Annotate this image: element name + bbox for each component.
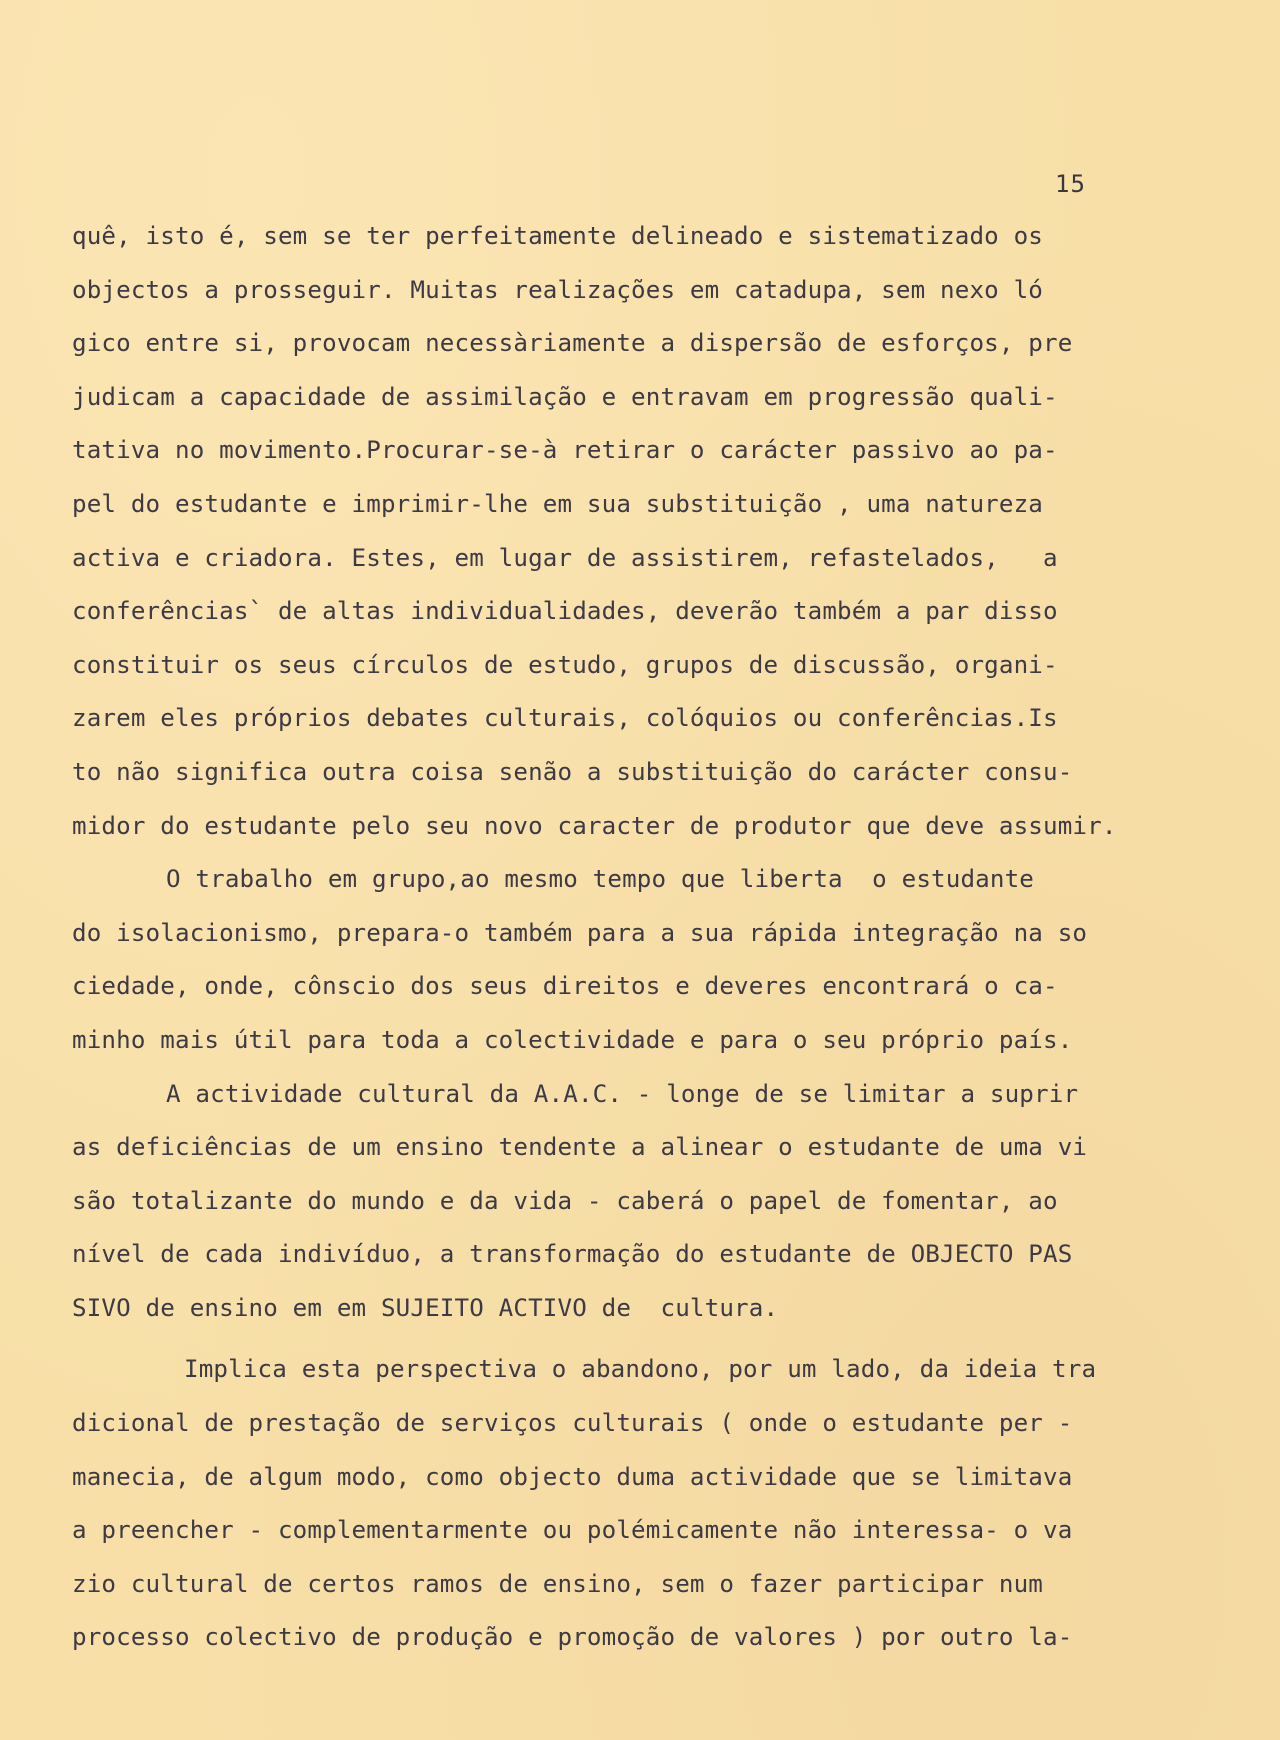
text-line: Implica esta perspectiva o abandono, por um lado, da ideia tra bbox=[184, 1355, 1097, 1384]
text-line: zarem eles próprios debates culturais, colóquios ou conferências.Is bbox=[72, 704, 1058, 733]
text-line: ciedade, onde, cônscio dos seus direitos e deveres encontrará o ca- bbox=[72, 972, 1058, 1001]
text-line: judicam a capacidade de assimilação e entravam em progressão quali- bbox=[72, 382, 1058, 411]
text-line: dicional de prestação de serviços culturais ( onde o estudante per - bbox=[72, 1409, 1073, 1438]
text-line: to não significa outra coisa senão a substituição do carácter consu- bbox=[72, 757, 1073, 786]
text-line: manecia, de algum modo, como objecto duma actividade que se limitava bbox=[72, 1462, 1073, 1491]
text-line: A actividade cultural da A.A.C. - longe de se limitar a suprir bbox=[166, 1079, 1079, 1108]
text-line: minho mais útil para toda a colectividade e para o seu próprio país. bbox=[72, 1025, 1073, 1054]
typewritten-text-body bbox=[72, 221, 1172, 1676]
text-line: são totalizante do mundo e da vida - caberá o papel de fomentar, ao bbox=[72, 1186, 1058, 1215]
text-line: gico entre si, provocam necessàriamente a dispersão de esforços, pre bbox=[72, 329, 1073, 358]
text-line: do isolacionismo, prepara-o também para a sua rápida integração na so bbox=[72, 918, 1088, 947]
text-line: quê, isto é, sem se ter perfeitamente delineado e sistematizado os bbox=[72, 222, 1043, 250]
text-line: SIVO de ensino em em SUJEITO ACTIVO de cultura. bbox=[72, 1293, 779, 1322]
text-line: conferências` de altas individualidades, deverão também a par disso bbox=[72, 597, 1058, 626]
text-line: midor do estudante pelo seu novo caracter de produtor que deve assumir. bbox=[72, 811, 1117, 840]
text-line: zio cultural de certos ramos de ensino, sem o fazer participar num bbox=[72, 1569, 1043, 1598]
text-line: a preencher - complementarmente ou polémicamente não interessa- o va bbox=[72, 1516, 1073, 1545]
text-line: constituir os seus círculos de estudo, grupos de discussão, organi- bbox=[72, 650, 1058, 679]
text-line: as deficiências de um ensino tendente a alinear o estudante de uma vi bbox=[72, 1133, 1088, 1162]
text-line: activa e criadora. Estes, em lugar de assistirem, refastelados, a bbox=[72, 543, 1058, 572]
text-line: nível de cada indivíduo, a transformação do estudante de OBJECTO PAS bbox=[72, 1240, 1073, 1269]
text-line: pel do estudante e imprimir-lhe em sua substituição , uma natureza bbox=[72, 489, 1043, 518]
text-line: objectos a prosseguir. Muitas realizações em catadupa, sem nexo ló bbox=[72, 275, 1043, 304]
page-number: 15 bbox=[1055, 170, 1086, 198]
text-line: tativa no movimento.Procurar-se-à retirar o carácter passivo ao pa- bbox=[72, 436, 1058, 465]
text-line: O trabalho em grupo,ao mesmo tempo que liberta o estudante bbox=[166, 865, 1035, 894]
text-line: processo colectivo de produção e promoção de valores ) por outro la- bbox=[72, 1623, 1073, 1652]
